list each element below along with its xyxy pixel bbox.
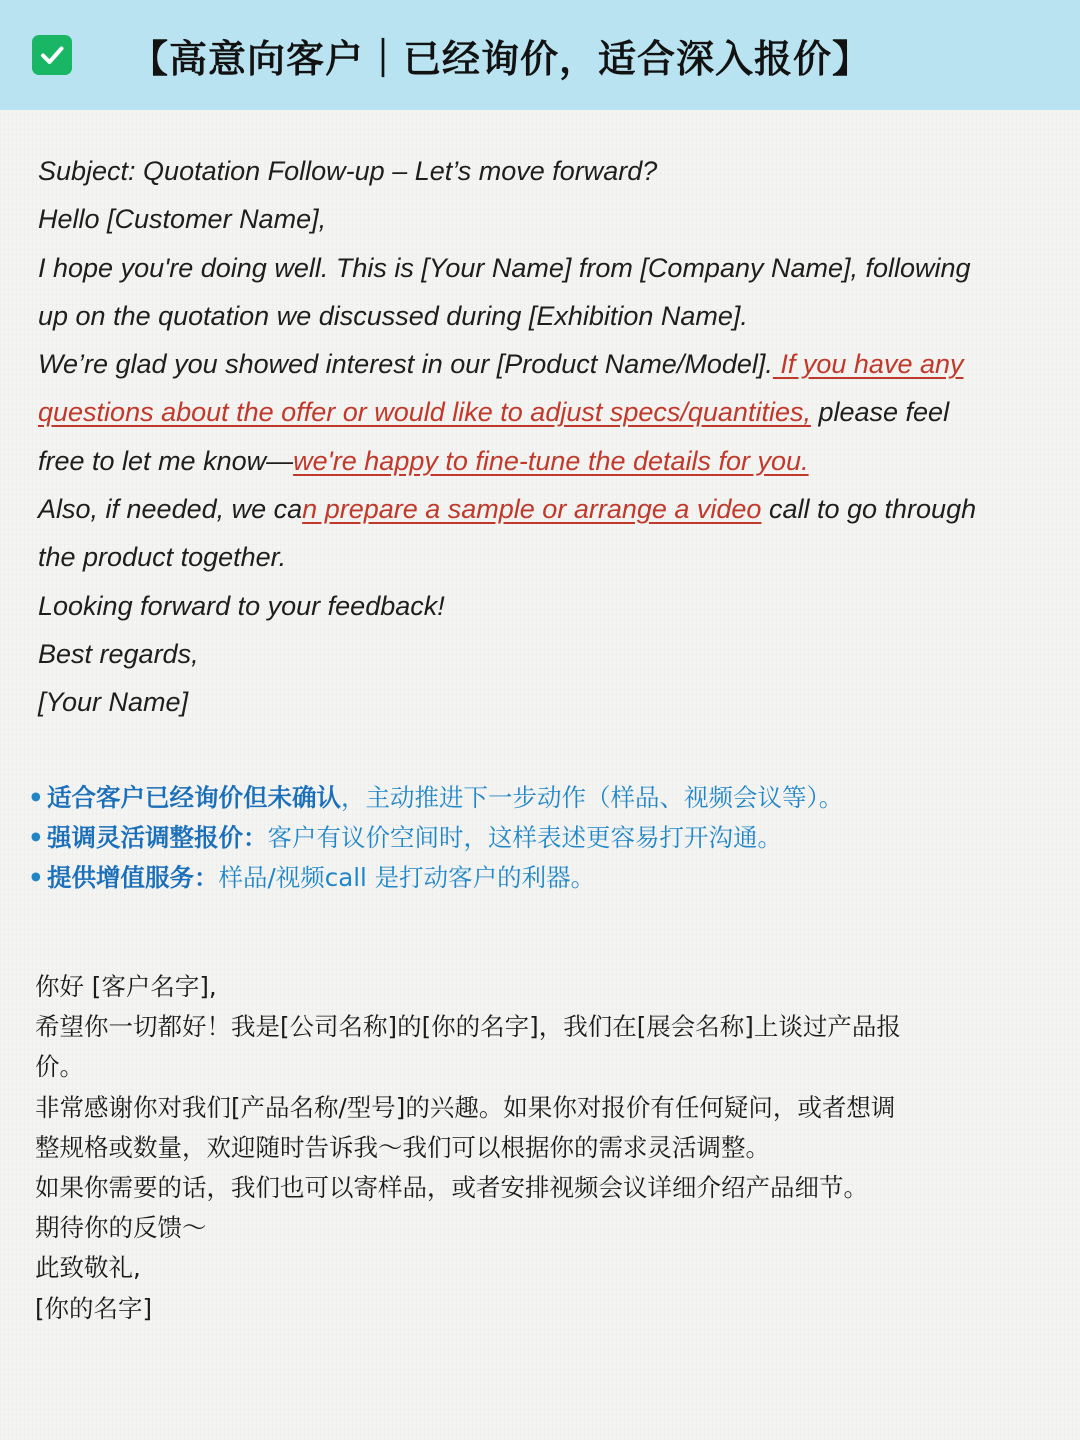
email-greeting: Hello [Customer Name], (38, 204, 327, 235)
tip-item (28, 858, 1058, 898)
zh-regards: 此致敬礼, (35, 1253, 141, 1283)
zh-closing: 期待你的反馈～ (35, 1213, 207, 1243)
tip-title: 适合客户已经询价但未确认 (47, 783, 341, 812)
english-email (38, 147, 1048, 727)
bullet-icon: • (28, 783, 44, 812)
email-intro-line-2: up on the quotation we discussed during [Exhibition Name]. (38, 300, 748, 331)
email-text: please feel (810, 397, 950, 428)
page-title: 【高意向客户｜已经询价，适合深入报价】 (130, 36, 872, 81)
email-paragraph-2-line-2 (38, 388, 1048, 436)
zh-greeting: 你好 [客户名字], (35, 972, 217, 1001)
header-bar (0, 0, 1080, 110)
tip-text: 样品/视频call 是打动客户的利器。 (218, 863, 596, 892)
bullet-icon: • (28, 823, 44, 852)
bullet-icon: • (28, 863, 44, 892)
zh-paragraph-3: 如果你需要的话，我们也可以寄样品，或者安排视频会议详细介绍产品细节。 (35, 1173, 868, 1203)
zh-intro-line-1: 希望你一切都好！我是[公司名称]的[你的名字]，我们在[展会名称]上谈过产品报 (35, 1012, 901, 1042)
email-subject: Subject: Quotation Follow-up – Let’s move forward? (38, 156, 658, 186)
email-text: call to go through (761, 494, 977, 525)
check-box-icon (32, 35, 72, 75)
email-paragraph-3-line-2: the product together. (38, 542, 287, 573)
zh-signature: [你的名字] (35, 1293, 153, 1323)
highlighted-phrase: If you have any (772, 349, 964, 380)
tip-item (28, 818, 1058, 858)
chinese-email (35, 967, 1045, 1329)
email-regards: Best regards, (38, 638, 199, 669)
email-intro-line-1: I hope you're doing well. This is [Your Name] from [Company Name], following (38, 252, 971, 283)
email-paragraph-3-line-1 (38, 485, 1048, 533)
tip-item (28, 778, 1058, 818)
zh-intro-line-2: 价。 (35, 1052, 84, 1082)
tip-title: 强调灵活调整报价： (47, 823, 268, 852)
email-text: free to let me know— (38, 445, 294, 476)
highlighted-phrase: we're happy to fine-tune the details for you. (293, 445, 809, 476)
checkmark-icon (38, 41, 66, 69)
email-paragraph-2-line-3 (38, 437, 1048, 485)
email-text: We’re glad you showed interest in our [Product Name/Model]. (38, 349, 773, 380)
email-signature: [Your Name] (38, 687, 189, 718)
tip-text: 客户有议价空间时，这样表述更容易打开沟通。 (267, 823, 782, 852)
tip-title: 提供增值服务： (47, 863, 219, 892)
tips-list (28, 778, 1058, 898)
tip-text: ，主动推进下一步动作（样品、视频会议等）。 (341, 783, 844, 812)
email-paragraph-2-line-1 (38, 340, 1048, 388)
zh-paragraph-2-line-2: 整规格或数量，欢迎随时告诉我～我们可以根据你的需求灵活调整。 (35, 1132, 770, 1162)
zh-paragraph-2-line-1: 非常感谢你对我们[产品名称/型号]的兴趣。如果你对报价有任何疑问，或者想调 (35, 1092, 896, 1122)
email-text: Also, if needed, we ca (38, 494, 303, 525)
highlighted-phrase: questions about the offer or would like to adjust specs/quantities, (38, 397, 811, 428)
email-closing: Looking forward to your feedback! (38, 590, 445, 621)
highlighted-phrase: n prepare a sample or arrange a video (302, 494, 762, 525)
